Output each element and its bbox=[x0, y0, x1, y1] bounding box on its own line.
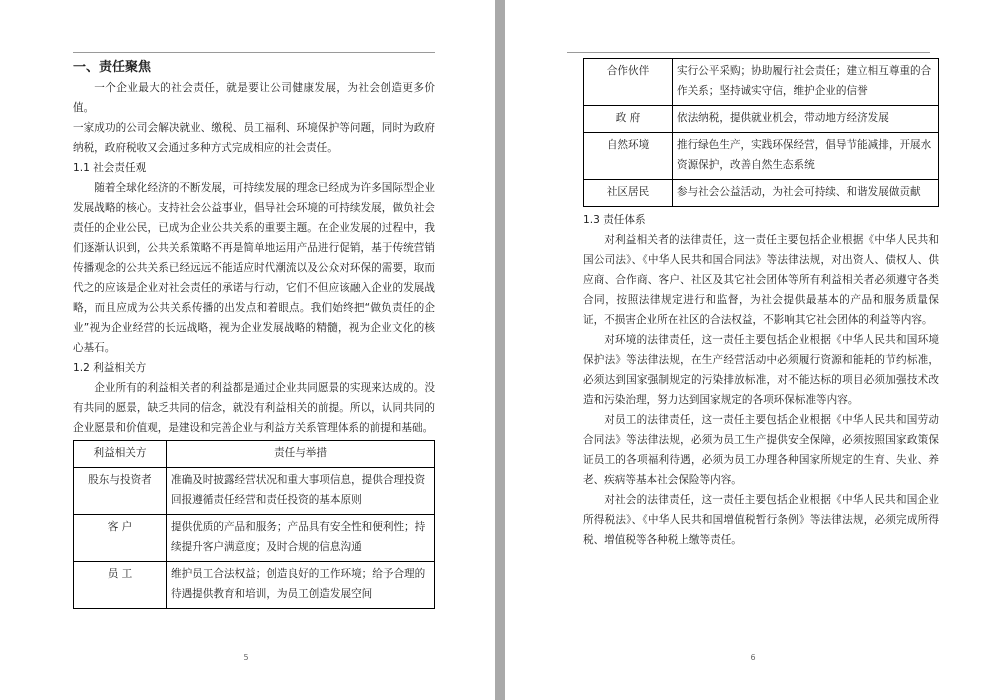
table-row bbox=[74, 515, 435, 562]
subsection-title-1-3: 1.3 责任体系 bbox=[583, 214, 646, 226]
table-cell-party: 自然环境 bbox=[584, 133, 673, 180]
table-cell-party: 员 工 bbox=[74, 562, 167, 609]
paragraph-environment-legal: 对环境的法律责任，这一责任主要包括企业根据《中华人民共和国环境保护法》等法律法规，在生产经营活动中必须履行资源和能耗的节约标准，必须达到国家强制规定的污染排放标准，对不能达标的项目必须加强技术改造和污染治理，努力达到国家规定的各项环保标准等内容。 bbox=[583, 334, 939, 406]
table-cell-party: 股东与投资者 bbox=[74, 468, 167, 515]
table-cell-party: 合作伙伴 bbox=[584, 59, 673, 106]
page-number: 6 bbox=[750, 653, 756, 662]
intro-paragraph-1: 一个企业最大的社会责任，就是要让公司健康发展，为社会创造更多价值。 bbox=[73, 82, 435, 114]
section-heading: 一、责任聚焦 bbox=[73, 60, 152, 75]
paragraph-stakeholder-legal: 对利益相关者的法律责任，这一责任主要包括企业根据《中华人民共和国公司法》、《中华人民共和国合同法》等法律法规，对出资人、债权人、供应商、合作商、客户、社区及其它社会团体等所有利益相关者必须遵守各类合同，按照法律规定进行和监督，为社会提供最基本的产品和服务质量保证，不损害企业所在社区的合法权益，不影响其它社会团体的利益等内容。 bbox=[583, 234, 939, 326]
table-row bbox=[584, 106, 939, 133]
table-row bbox=[584, 180, 939, 207]
table-row bbox=[74, 562, 435, 609]
table-cell-duty: 提供优质的产品和服务；产品具有安全性和便利性；持续提升客户满意度；及时合规的信息沟通 bbox=[167, 515, 435, 562]
stakeholder-table bbox=[73, 440, 435, 609]
table-row bbox=[584, 59, 939, 106]
table-row bbox=[584, 133, 939, 180]
table-cell-duty: 准确及时披露经营状况和重大事项信息，提供合理投资回报遵循责任经营和责任投资的基本原则 bbox=[167, 468, 435, 515]
table-cell-duty: 维护员工合法权益；创造良好的工作环境；给予合理的待遇提供教育和培训，为员工创造发展空间 bbox=[167, 562, 435, 609]
page-number: 5 bbox=[243, 653, 249, 662]
stakeholder-table-continued bbox=[583, 58, 939, 207]
paragraph-social-responsibility: 随着全球化经济的不断发展，可持续发展的理念已经成为许多国际型企业发展战略的核心。支持社会公益事业，倡导社会环境的可持续发展，做负社会责任的企业公民，已成为企业公共关系的重要主题。在企业发展的过程中，我们逐渐认识到，公共关系策略不再是简单地运用产品进行促销，基于传统营销传播观念的公共关系已经远远不能适应时代潮流以及公众对环保的需要，取而代之的应该是企业对社会责任的承诺与行动，它们不但应该融入企业的发展战略，而且应成为公共关系传播的出发点和着眼点。我们始终把“做负责任的企业”视为企业经营的长远战略，视为企业发展战略的精髓，视为企业文化的核心基石。 bbox=[73, 182, 435, 354]
paragraph-employee-legal: 对员工的法律责任，这一责任主要包括企业根据《中华人民共和国劳动合同法》等法律法规，必须为员工生产提供安全保障，必须按照国家政策保证员工的各项福利待遇，必须为员工办理各种国家所规定的生育、失业、养老、疾病等基本社会保险等内容。 bbox=[583, 414, 939, 486]
subsection-title-1-2: 1.2 利益相关方 bbox=[73, 362, 147, 374]
header-rule bbox=[73, 52, 435, 53]
table-cell-duty: 参与社会公益活动，为社会可持续、和谐发展做贡献 bbox=[673, 180, 939, 207]
table-cell-duty: 实行公平采购；协助履行社会责任；建立相互尊重的合作关系；坚持诚实守信，维护企业的信誉 bbox=[673, 59, 939, 106]
table-cell-duty: 推行绿色生产，实践环保经营，倡导节能减排，开展水资源保护，改善自然生态系统 bbox=[673, 133, 939, 180]
table-cell-party: 客 户 bbox=[74, 515, 167, 562]
paragraph-society-legal: 对社会的法律责任，这一责任主要包括企业根据《中华人民共和国企业所得税法》、《中华人民共和国增值税暂行条例》等法律法规，必须完成所得税、增值税等各种税上缴等责任。 bbox=[583, 494, 939, 546]
intro-paragraph-2: 一家成功的公司会解决就业、缴税、员工福利、环境保护等问题，同时为政府纳税，政府税收又会通过多种方式完成相应的社会责任。 bbox=[73, 122, 435, 154]
document-page-right bbox=[505, 0, 1000, 700]
table-header-row bbox=[74, 441, 435, 468]
table-row bbox=[74, 468, 435, 515]
page-content bbox=[73, 58, 435, 609]
page-content bbox=[583, 58, 939, 550]
table-cell-party: 社区居民 bbox=[584, 180, 673, 207]
table-header-party: 利益相关方 bbox=[74, 441, 167, 468]
table-cell-party: 政 府 bbox=[584, 106, 673, 133]
table-cell-duty: 依法纳税，提供就业机会，带动地方经济发展 bbox=[673, 106, 939, 133]
header-rule bbox=[567, 52, 930, 53]
subsection-title-1-1: 1.1 社会责任观 bbox=[73, 162, 147, 174]
paragraph-stakeholders: 企业所有的利益相关者的利益都是通过企业共同愿景的实现来达成的。没有共同的愿景，缺乏共同的信念，就没有利益相关的前提。所以，认同共同的企业愿景和价值观，是建设和完善企业与利益方关系管理体系的前提和基础。 bbox=[73, 382, 435, 434]
table-header-duty: 责任与举措 bbox=[167, 441, 435, 468]
document-page-left bbox=[0, 0, 495, 700]
